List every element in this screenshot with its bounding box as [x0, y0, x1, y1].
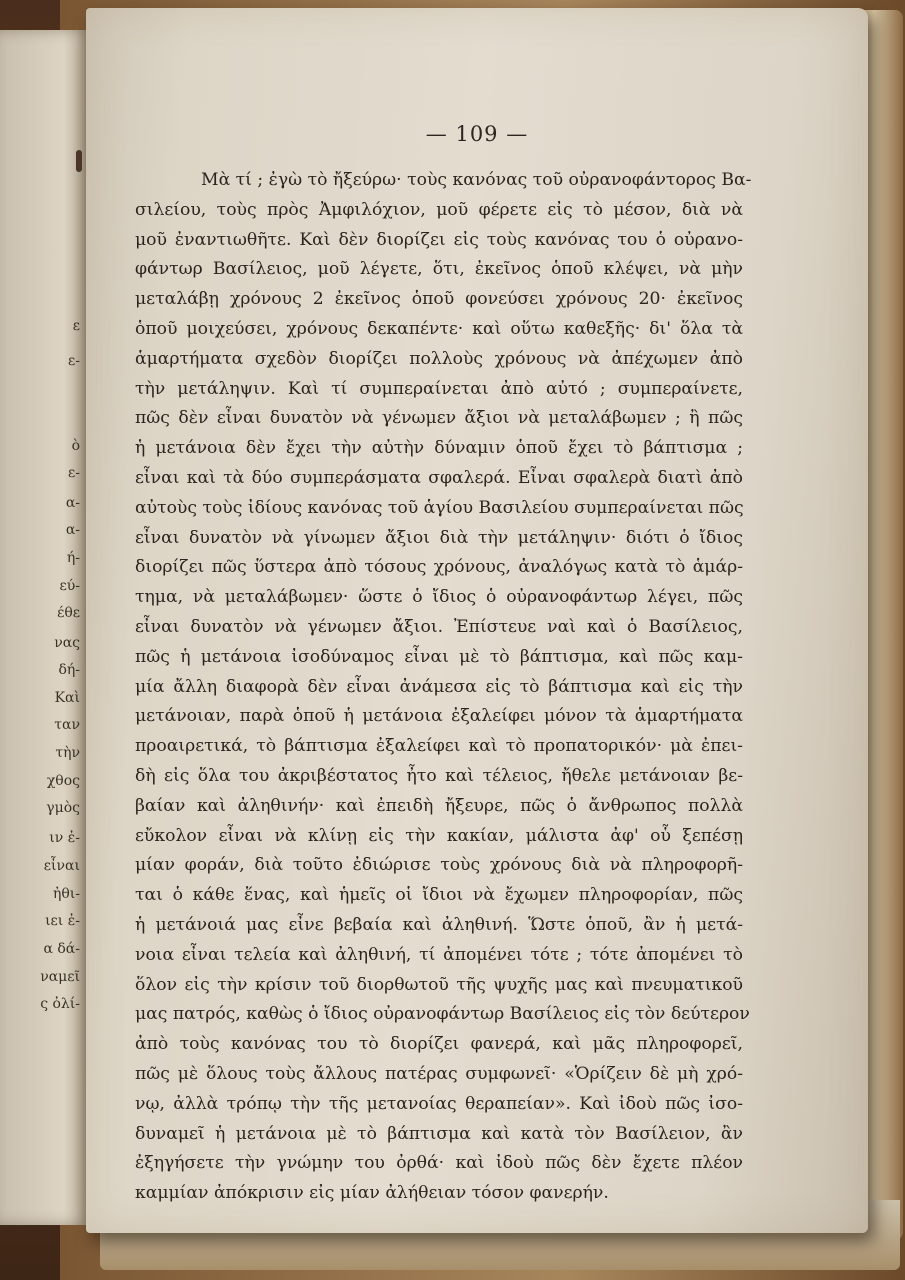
text-line: εἶναι δυνατὸν νὰ γένωμεν ἄξιοι. Ἐπίστευε ναὶ καὶ ὁ Βασίλειος, [135, 616, 743, 637]
text-line: πῶς ἡ μετάνοια ἰσοδύναμος εἶναι μὲ τὸ βάπτισμα, καὶ πῶς καμ- [135, 646, 743, 667]
text-line: ἁμαρτήματα σχεδὸν διορίζει πολλοὺς χρόνους νὰ ἀπέχωμεν ἀπὸ [135, 348, 743, 369]
text-line: μεταλάβῃ χρόνους 2 ἐκεῖνος ὁποῦ φονεύσει χρόνους 20· ἐκεῖνος [135, 289, 743, 310]
text-line: προαιρετικά, τὸ βάπτισμα ἐξαλείφει καὶ τὸ προπατορικόν· μὰ ἐπει- [135, 736, 743, 757]
left-page-fragment: δή- [58, 662, 80, 678]
left-page [0, 30, 90, 1225]
text-line: Μὰ τί ; ἐγὼ τὸ ἤξεύρω· τοὺς κανόνας τοῦ οὐρανοφάντορος Βα- [201, 170, 752, 190]
text-line: ἐξηγήσετε τὴν γνώμην του ὀρθά· καὶ ἰδοὺ πῶς δὲν ἔχετε πλέον [135, 1153, 743, 1174]
text-line: δυναμεῖ ἡ μετάνοια μὲ τὸ βάπτισμα καὶ κατὰ τὸν Βασίλειον, ἂν [135, 1123, 743, 1144]
text-line: αὐτοὺς τοὺς ἰδίους κανόνας τοῦ ἁγίου Βασιλείου συμπεραίνεται πῶς [135, 497, 744, 518]
text-line: βαίαν καὶ ἀληθινήν· καὶ ἐπειδὴ ἤξευρε, πῶς ὁ ἄνθρωπος πολλὰ [135, 795, 743, 816]
left-page-fragment: νας [54, 635, 80, 651]
text-line: εἶναι καὶ τὰ δύο συμπεράσματα σφαλερά. Εἶναι σφαλερὰ διατὶ ἀπὸ [135, 467, 743, 488]
left-page-fragment: ε- [68, 465, 80, 481]
text-line: πῶς μὲ ὅλους τοὺς ἄλλους πατέρας συμφωνεῖ· «Ὁρίζειν δὲ μὴ χρό- [135, 1063, 743, 1084]
left-page-fragment: ταν [54, 717, 80, 733]
left-page-fragment: εύ- [59, 578, 80, 594]
text-line: μίαν φοράν, διὰ τοῦτο ἐδιώρισε τοὺς χρόνους διὰ νὰ πληροφορῆ- [135, 855, 743, 876]
text-line: μοῦ ἐναντιωθῆτε. Καὶ δὲν διορίζει εἰς τοὺς κανόνας του ὁ οὐρανο- [135, 229, 743, 250]
text-line: νῳ, ἀλλὰ τρόπῳ τὴν τῆς μετανοίας θεραπείαν». Καὶ ἰδοὺ πῶς ἰσο- [135, 1093, 743, 1114]
left-page-fragment: ιει ἐ- [45, 913, 80, 929]
margin-mark [76, 150, 82, 172]
left-page-fragment: χθος [46, 773, 80, 789]
text-line: μία ἄλλη διαφορὰ δὲν εἶναι ἀνάμεσα εἰς τὸ βάπτισμα καὶ εἰς τὴν [135, 676, 743, 697]
text-line: τὴν μετάληψιν. Καὶ τί συμπεραίνεται ἀπὸ αὐτό ; συμπεραίνετε, [135, 378, 743, 399]
text-line: ὅλον εἰς τὴν κρίσιν τοῦ διορθωτοῦ τῆς ψυχῆς μας καὶ πνευματικοῦ [135, 974, 743, 995]
text-line: ὁποῦ μοιχεύσει, χρόνους δεκαπέντε· καὶ οὕτω καθεξῆς· δι' ὅλα τὰ [135, 318, 743, 339]
text-line: δὴ εἰς ὅλα του ἀκριβέστατος ἦτο καὶ τέλειος, ἤθελε μετάνοιαν βε- [135, 765, 743, 786]
left-page-fragment: ε- [68, 353, 80, 369]
left-page-fragment: Καὶ [54, 690, 80, 706]
text-line: ἡ μετάνοιά μας εἶνε βεβαία καὶ ἀληθινή. Ὥστε ὁποῦ, ἂν ἡ μετά- [135, 914, 743, 935]
left-page-fragment: α δά- [43, 941, 80, 957]
body-text [135, 166, 752, 1209]
left-page-fragment: εἶναι [43, 858, 80, 874]
text-line: σιλείου, τοὺς πρὸς Ἀμφιλόχιον, μοῦ φέρετε εἰς τὸ μέσον, διὰ νὰ [135, 199, 743, 220]
left-page-fragment: ναμεῖ [40, 969, 80, 985]
left-page-fragment: ε [72, 318, 80, 334]
left-page-fragment: ή- [66, 550, 80, 566]
text-line: εἶναι δυνατὸν νὰ γίνωμεν ἄξιοι διὰ τὴν μετάληψιν· διότι ὁ ἴδιος [135, 527, 743, 548]
page-number: — 109 — [425, 122, 529, 146]
left-page-fragment: έθε [57, 605, 80, 621]
text-line: καμμίαν ἀπόκρισιν εἰς μίαν ἀλήθειαν τόσον φανερήν. [135, 1183, 609, 1204]
left-page-fragment: ὸ [71, 438, 80, 454]
text-line: μετάνοιαν, παρὰ ὁποῦ ἡ μετάνοια ἐξαλείφει μόνον τὰ ἁμαρτήματα [135, 706, 743, 727]
left-page-fragment: α- [65, 522, 80, 538]
text-line: νοια εἶναι τελεία καὶ ἀληθινή, τί ἀπομένει τότε ; τότε ἀπομένει τὸ [135, 944, 743, 965]
text-line: μας πατρός, καθὼς ὁ ἴδιος οὐρανοφάντωρ Βασίλειος εἰς τὸν δεύτερον [135, 1004, 750, 1025]
left-page-fragment: γμὸς [46, 800, 80, 816]
left-page-fragment: ιν ἐ- [49, 830, 80, 846]
text-line: ἡ μετάνοια δὲν ἔχει τὴν αὐτὴν δύναμιν ὁποῦ ἔχει τὸ βάπτισμα ; [135, 438, 743, 459]
left-page-fragment: ἠθι- [52, 886, 80, 902]
text-line: φάντωρ Βασίλειος, μοῦ λέγετε, ὅτι, ἐκεῖνος ὁποῦ κλέψει, νὰ μὴν [135, 259, 743, 280]
left-page-fragment: α- [65, 495, 80, 511]
text-line: πῶς δὲν εἶναι δυνατὸν νὰ γένωμεν ἄξιοι νὰ μεταλάβωμεν ; ἢ πῶς [135, 408, 743, 429]
left-page-fragment: τὴν [55, 745, 80, 761]
text-line: εὔκολον εἶναι νὰ κλίνῃ εἰς τὴν κακίαν, μάλιστα ἀφ' οὗ ξεπέσῃ [135, 825, 743, 846]
text-line: ἀπὸ τοὺς κανόνας του τὸ διορίζει φανερά, καὶ μᾶς πληροφορεῖ, [135, 1034, 743, 1055]
text-line: διορίζει πῶς ὕστερα ἀπὸ τόσους χρόνους, ἀναλόγως κατὰ τὸ ἁμάρ- [135, 557, 743, 578]
text-line: τημα, νὰ μεταλάβωμεν· ὥστε ὁ ἴδιος ὁ οὐρανοφάντωρ λέγει, πῶς [135, 587, 743, 608]
left-page-fragment: ς ὀλί- [40, 996, 80, 1012]
text-line: ται ὁ κάθε ἕνας, καὶ ἡμεῖς οἱ ἴδιοι νὰ ἔχωμεν πληροφορίαν, πῶς [135, 885, 743, 906]
